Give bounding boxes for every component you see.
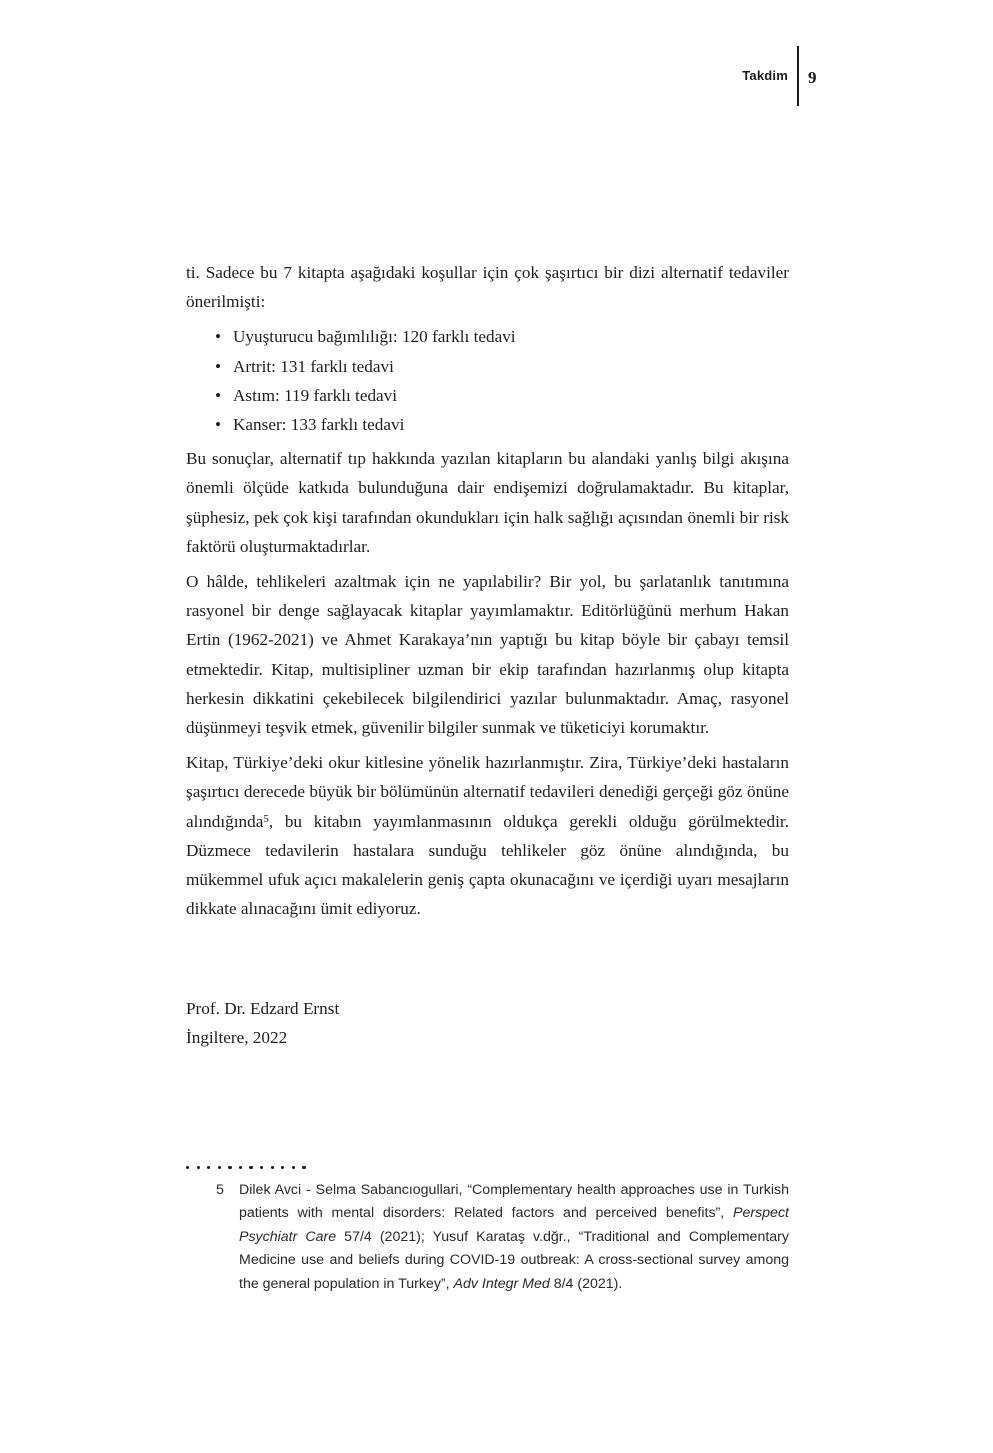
page-number: 9 <box>808 68 817 87</box>
paragraph-intro: ti. Sadece bu 7 kitapta aşağıdaki koşullar için çok şaşırtıcı bir dizi alternatif tedaviler önerilmişti: <box>186 263 789 312</box>
list-item: • Kanser: 133 farklı tedavi <box>186 410 789 439</box>
list-item: • Uyuşturucu bağımlılığı: 120 farklı tedavi <box>186 322 789 351</box>
paragraph-3: O hâlde, tehlikeleri azaltmak için ne yapılabilir? Bir yol, bu şarlatanlık tanıtımına rasyonel bir denge sağlayacak kitaplar yayımlamaktır. Editörlüğünü merhum Hakan Ertin (1962-2021) ve Ahmet Karakaya’nın yaptığı bu kitap böyle bir çabayı temsil etmektedir. Kitap, multisipliner uzman bir ekip tarafından hazırlanmış olup kitapta herkesin dikkatini çekebilecek bilgilendirici yazılar bulunmaktadır. Amaç, rasyonel düşünmeyi teşvik etmek, güvenilir bilgiler sunmak ve tüketiciyi korumaktır. <box>186 572 789 738</box>
author-name: Prof. Dr. Edzard Ernst <box>186 999 340 1018</box>
bullet-icon: • <box>215 385 222 405</box>
footnote-separator <box>186 1166 306 1169</box>
section-title: Takdim <box>742 68 788 83</box>
bullet-icon: • <box>215 356 222 376</box>
place-date: İngiltere, 2022 <box>186 1028 288 1048</box>
paragraph-2: Bu sonuçlar, alternatif tıp hakkında yazılan kitapların bu alandaki yanlış bilgi akışına önemli ölçüde katkıda bulunduğuna dair endişemizi doğrulamaktadır. Bu kitaplar, şüphesiz, pek çok kişi tarafından okundukları için halk sağlığı açısından önemli bir risk faktörü oluşturmaktadırlar. <box>186 449 789 556</box>
footnote-text: Dilek Avci - Selma Sabancıogullari, “Complementary health approaches use in Turkish patients with mental disorders: Related factors and perceived benefits”, Perspect Psychiatr Care 57/4 (2021); Yusuf Karataş v.dğr., “Traditional and Complementary Medicine use and beliefs during COVID-19 outbreak: A cross-sectional survey among the general population in Turkey”, Adv Integr Med 8/4 (2021). <box>239 1182 789 1292</box>
treatment-list <box>186 322 789 439</box>
paragraph-4: Kitap, Türkiye’deki okur kitlesine yönelik hazırlanmıştır. Zira, Türkiye’deki hastaların şaşırtıcı derecede büyük bir bölümünün alternatif tedavileri denediği gerçeği göz önüne alındığında$^5$, bu kitabın yayımlanmasının oldukça gerekli olduğu görülmektedir. Düzmece tedavilerin hastalara sunduğu tehlikeler göz önüne alındığında, bu mükemmel ufuk açıcı makalelerin geniş çapta okunacağını ve içerdiği uyarı mesajların dikkate alınacağını ümit ediyoruz. <box>186 753 789 919</box>
journal-title: Adv Integr Med <box>453 1275 550 1292</box>
bullet-icon: • <box>215 415 222 435</box>
signature-block <box>186 994 339 1052</box>
list-item: • Astım: 119 farklı tedavi <box>186 381 789 410</box>
list-item: • Artrit: 131 farklı tedavi <box>186 352 789 381</box>
journal-title: Perspect Psychiatr Care <box>239 1205 789 1245</box>
footnote <box>216 1179 789 1296</box>
footnote-reference[interactable]: 5 <box>263 812 269 825</box>
main-text <box>186 258 789 929</box>
footnote-number: 5 <box>216 1182 224 1198</box>
running-header <box>700 46 830 106</box>
bullet-icon: • <box>215 327 222 347</box>
header-divider <box>797 46 799 106</box>
